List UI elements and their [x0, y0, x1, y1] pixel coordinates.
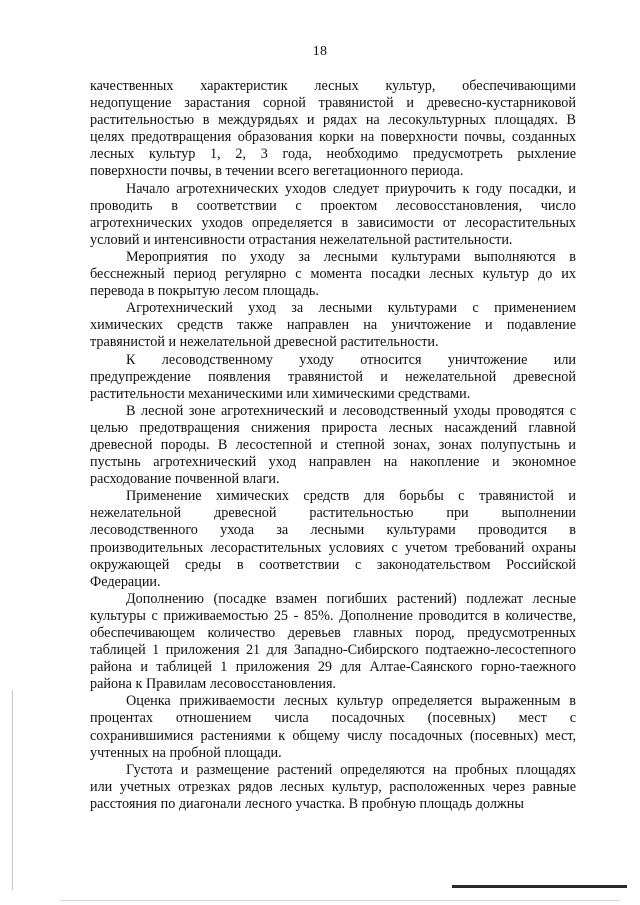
text-line: предупреждение появления травянистой и нежелательной древесной	[90, 368, 576, 385]
text-line: расстояния по диагонали лесного участка. В пробную площадь должны	[90, 795, 524, 812]
scan-edge-mark	[12, 690, 13, 890]
text-line: расходование почвенной влаги.	[90, 471, 280, 488]
text-line: или учетных отрезках рядов лесных культур, расположенных через равные	[90, 778, 576, 795]
text-line: Федерации.	[90, 573, 161, 590]
text-line: культуры с приживаемостью 25 - 85%. Дополнение проводится в количестве,	[90, 607, 576, 624]
paragraph	[90, 762, 576, 813]
paragraph	[90, 591, 576, 694]
page-number: 18	[312, 44, 328, 59]
text-line: агротехнических уходов определяется в зависимости от лесорастительных	[90, 214, 576, 231]
scan-bottom-faint-line	[60, 900, 620, 901]
text-line: лесоводственного ухода за лесными культурами проводится в	[90, 522, 576, 539]
paragraph	[90, 693, 576, 761]
text-line: древесной породы. В лесостепной и степной зонах, зонах полупустынь и	[90, 436, 576, 453]
text-line: обеспечивающем количество деревьев главных пород, предусмотренных	[90, 625, 576, 641]
paragraph	[90, 78, 576, 181]
text-line: химических средств также направлен на уничтожение и подавление	[90, 317, 576, 334]
paragraph	[90, 403, 576, 488]
text-line: качественных характеристик лесных культур, обеспечивающими	[90, 78, 576, 94]
text-line: нежелательной древесной растительностью при выполнении	[90, 505, 576, 522]
text-line: растительности механическими или химическими средствами.	[90, 385, 471, 402]
text-line: В лесной зоне агротехнический и лесоводственный уходы проводятся с	[126, 402, 576, 419]
paragraph	[90, 249, 576, 300]
text-line: района к Правилам лесовосстановления.	[90, 676, 337, 693]
text-line: недопущение зарастания сорной травянистой и древесно-кустарниковой	[90, 95, 576, 112]
paragraph	[90, 488, 576, 591]
text-line: перевода в покрытую лесом площадь.	[90, 283, 319, 300]
text-line: учтенных на пробной площади.	[90, 744, 282, 761]
text-line: Применение химических средств для борьбы с травянистой и	[126, 488, 576, 505]
text-line: условий и интенсивности отрастания нежелательной растительности.	[90, 231, 513, 248]
text-line: растительностью в междурядьях и рядах на лесокультурных площадях. В	[90, 112, 576, 129]
document-body	[90, 78, 576, 813]
text-line: окружающей среды в соответствии с законодательством Российской	[90, 556, 576, 573]
paragraph	[90, 300, 576, 351]
text-line: лесных культур 1, 2, 3 года, необходимо предусмотреть рыхление	[90, 146, 576, 163]
scan-bottom-line	[452, 885, 627, 888]
text-line: бесснежный период регулярно с момента посадки лесных культур до их	[90, 266, 576, 283]
text-line: Мероприятия по уходу за лесными культурами выполняются в	[126, 248, 576, 265]
text-line: целях предотвращения образования корки на поверхности почвы, созданных	[90, 129, 576, 146]
text-line: проводить в соответствии с проектом лесовосстановления, число	[90, 197, 576, 214]
text-line: травянистой и нежелательной древесной растительности.	[90, 334, 439, 351]
text-line: района и таблицей 1 приложения 29 для Алтае-Саянского горно-таежного	[90, 659, 576, 676]
text-line: сохранившимися растениями к общему числу посадочных (посевных) мест,	[90, 727, 576, 744]
text-line: целью предотвращения снижения прироста лесных насаждений главной	[90, 419, 576, 436]
text-line: Начало агротехнических уходов следует приурочить к году посадки, и	[126, 180, 576, 197]
text-line: Дополнению (посадке взамен погибших растений) подлежат лесные	[126, 590, 576, 607]
text-line: производительных лесорастительных условиях с учетом требований охраны	[90, 539, 576, 556]
text-line: Оценка приживаемости лесных культур определяется выраженным в	[126, 693, 576, 710]
paragraph	[90, 352, 576, 403]
text-line: пустынь агротехнический уход направлен на накопление и экономное	[90, 454, 576, 471]
text-line: таблицей 1 приложения 21 для Западно-Сибирского подтаежно-лесостепного	[90, 642, 576, 659]
text-line: Густота и размещение растений определяются на пробных площадях	[126, 761, 576, 778]
text-line: процентах отношением числа посадочных (посевных) мест с	[90, 710, 576, 727]
text-line: Агротехнический уход за лесными культурами с применением	[126, 300, 576, 317]
paragraph	[90, 181, 576, 249]
text-line: К лесоводственному уходу относится уничтожение или	[126, 351, 576, 368]
text-line: поверхности почвы, в течении всего вегетационного периода.	[90, 163, 464, 180]
